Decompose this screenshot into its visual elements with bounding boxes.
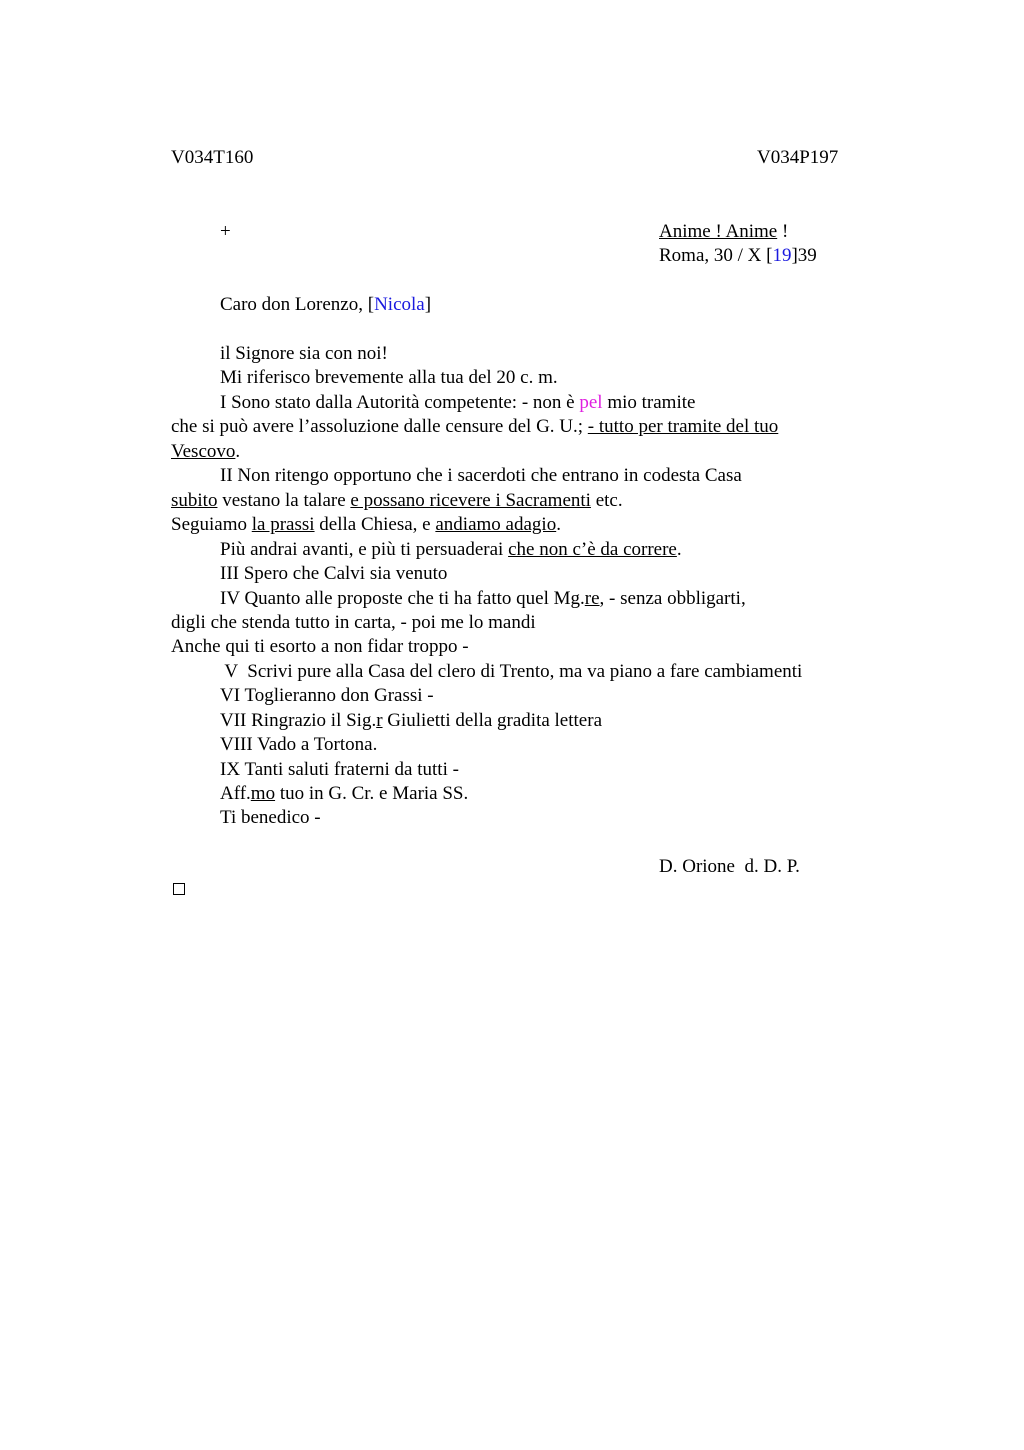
p2-line3-text-b: della Chiesa, e — [314, 514, 436, 535]
document-code-left: V034T160 — [171, 147, 254, 168]
greeting: il Signore sia con noi! — [220, 343, 388, 364]
salutation — [220, 293, 431, 317]
p7-text-b: Giulietti della gradita lettera — [382, 710, 602, 731]
p2-line2-underlined-2: e possano ricevere i Sacramenti — [350, 490, 591, 511]
closing-text-a: Aff. — [220, 783, 251, 804]
p2-line3-text-c: . — [556, 514, 561, 535]
paragraph-2-line-1: II Non ritengo opportuno che i sacerdoti che entrano in codesta Casa — [220, 465, 742, 486]
paragraph-3: III Spero che Calvi sia venuto — [220, 563, 448, 584]
paragraph-9: IX Tanti saluti fraterni da tutti - — [220, 759, 459, 780]
p2-line2-underlined-1: subito — [171, 490, 218, 511]
cross-symbol: + — [220, 221, 231, 242]
salutation-prefix: Caro don Lorenzo, [ — [220, 294, 375, 315]
motto — [659, 220, 788, 244]
paragraph-4-line-1 — [220, 587, 746, 611]
paragraph-7 — [220, 709, 602, 733]
p1-line2-underlined: - tutto per tramite del tuo — [587, 416, 779, 437]
intro: Mi riferisco brevemente alla tua del 20 c. m. — [220, 367, 558, 388]
signature: D. Orione d. D. P. — [659, 856, 800, 877]
p1-line2-text: che si può avere l’assoluzione dalle censure del G. U.; — [171, 416, 588, 437]
p2-line3-text-a: Seguiamo — [171, 514, 252, 535]
dateline — [659, 244, 817, 268]
p2-line4-text-b: . — [676, 539, 682, 560]
paragraph-4-line-3: Anche qui ti esorto a non fidar troppo - — [171, 636, 469, 657]
dateline-year-insert: 19 — [772, 245, 792, 266]
dateline-suffix: ]39 — [791, 245, 817, 266]
p7-text-a: VII Ringrazio il Sig. — [220, 710, 377, 731]
paragraph-1-line-3 — [171, 440, 240, 464]
p2-line2-text-c: etc. — [590, 490, 623, 511]
p1-text-b: mio tramite — [602, 392, 696, 413]
salutation-suffix: ] — [424, 294, 432, 315]
paragraph-6: VI Toglieranno don Grassi - — [220, 685, 434, 706]
paragraph-1-line-2 — [171, 415, 778, 439]
paragraph-8: VIII Vado a Tortona. — [220, 734, 378, 755]
p1-line3-underlined: Vescovo — [171, 441, 236, 462]
p2-line4-underlined: che non c’è da correre — [508, 539, 677, 560]
p1-line3-text: . — [235, 441, 241, 462]
paragraph-4-line-2: digli che stenda tutto in carta, - poi me lo mandi — [171, 612, 536, 633]
closing — [220, 782, 468, 806]
motto-end: ! — [777, 221, 789, 242]
p1-highlight-word: pel — [579, 392, 603, 413]
p4-text-b: , - senza obbligarti, — [599, 588, 746, 609]
p4-text-a: IV Quanto alle proposte che ti ha fatto quel Mg. — [220, 588, 585, 609]
salutation-name-insert: Nicola — [374, 294, 425, 315]
p7-underlined: r — [376, 710, 383, 731]
p2-line3-underlined-1: la prassi — [251, 514, 315, 535]
p1-text-a: I Sono stato dalla Autorità competente: - non è — [220, 392, 580, 413]
closing-underlined: mo — [250, 783, 276, 804]
motto-underlined: Anime ! Anime — [659, 221, 778, 242]
paragraph-1-line-1 — [220, 391, 695, 415]
end-mark-box — [173, 883, 185, 895]
blessing: Ti benedico - — [220, 807, 321, 828]
p4-underlined: re — [584, 588, 600, 609]
p2-line4-text-a: Più andrai avanti, e più ti persuaderai — [220, 539, 509, 560]
dateline-prefix: Roma, 30 / X [ — [659, 245, 773, 266]
paragraph-2-line-3 — [171, 513, 561, 537]
document-code-right: V034P197 — [757, 147, 839, 168]
closing-text-b: tuo in G. Cr. e Maria SS. — [275, 783, 469, 804]
paragraph-2-line-4 — [220, 538, 682, 562]
p2-line2-text-b: vestano la talare — [217, 490, 351, 511]
paragraph-5: V Scrivi pure alla Casa del clero di Trento, ma va piano a fare cambiamenti — [220, 661, 803, 682]
paragraph-2-line-2 — [171, 489, 623, 513]
p2-line3-underlined-2: andiamo adagio — [435, 514, 557, 535]
